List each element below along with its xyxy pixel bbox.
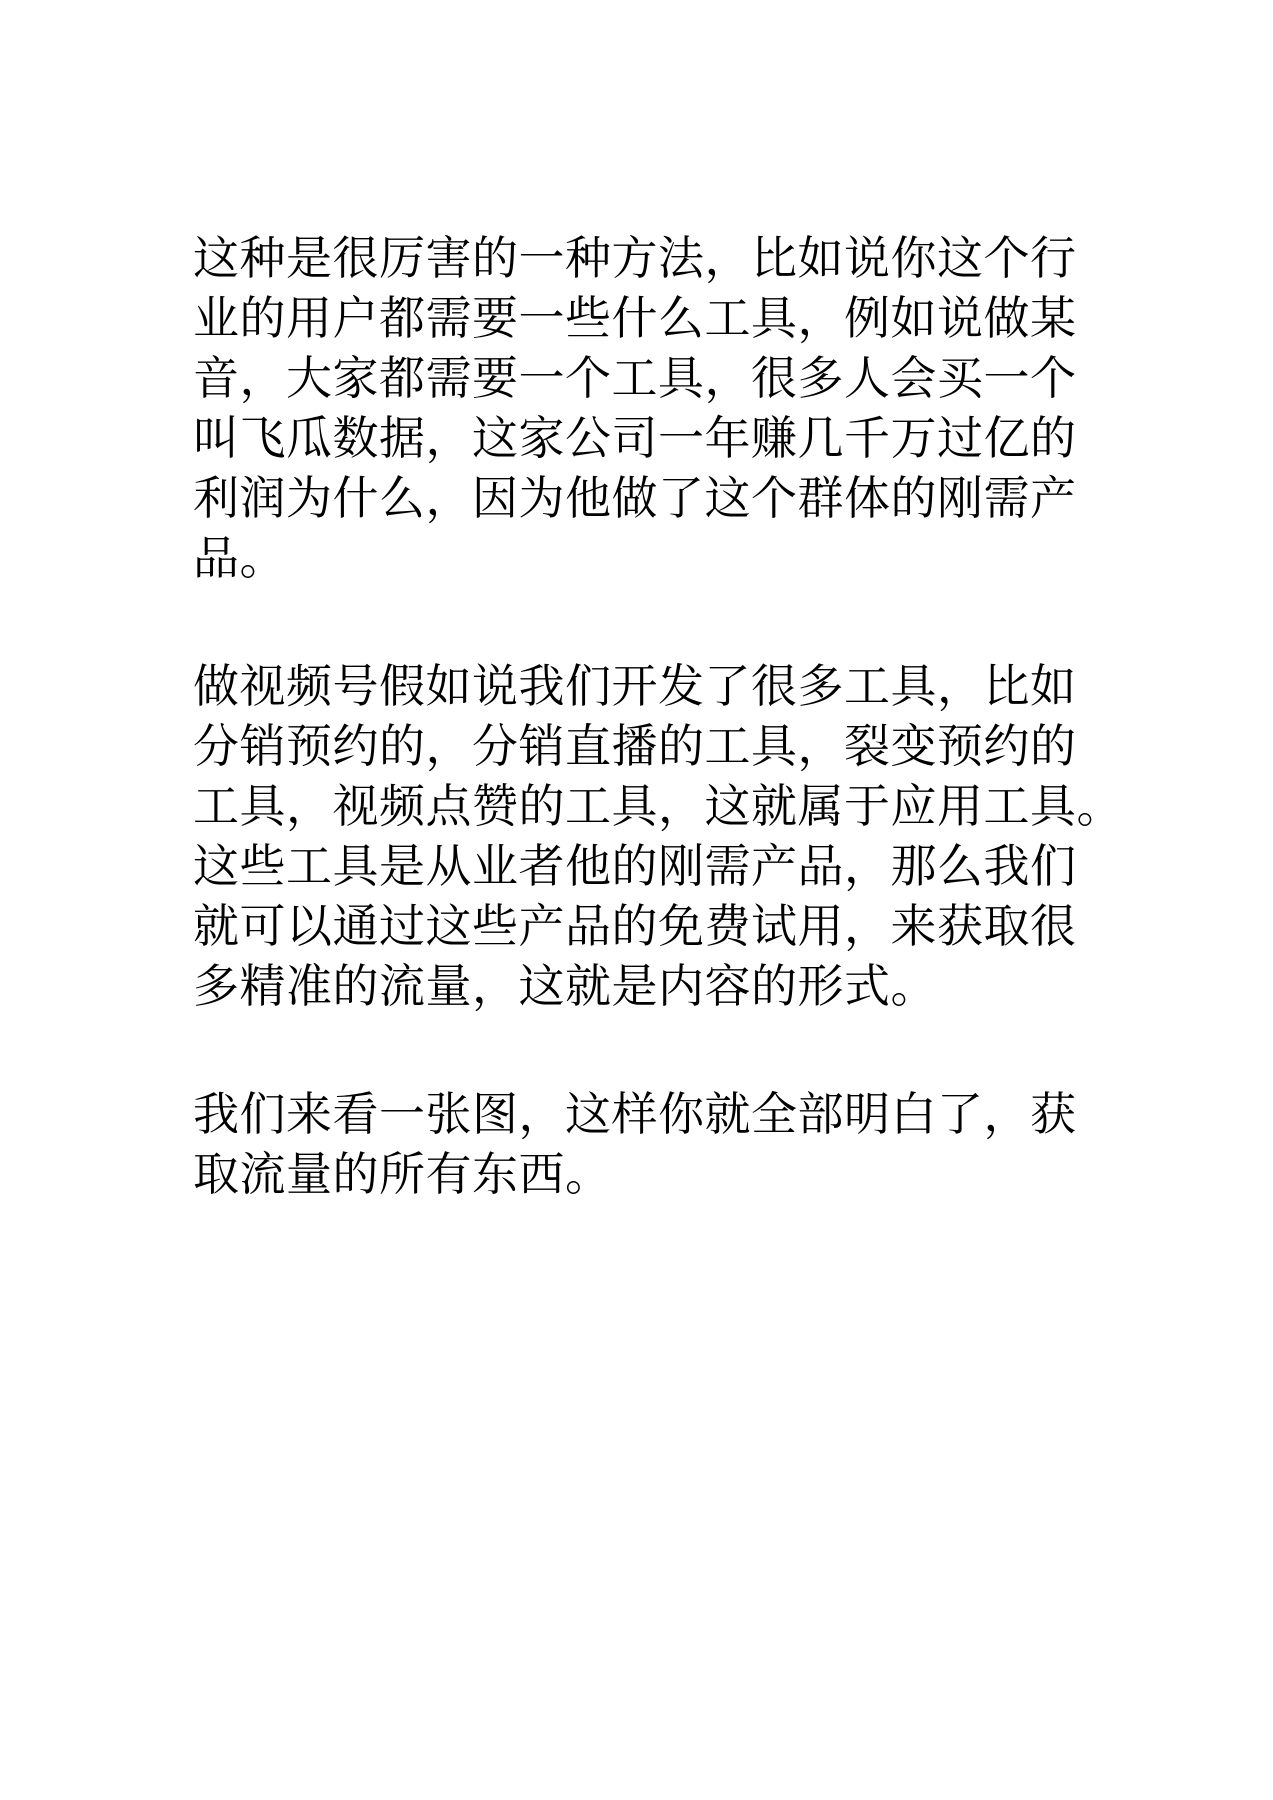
paragraph-line: 做视频号假如说我们开发了很多工具，比如 xyxy=(193,659,1077,713)
paragraph-line: 品。 xyxy=(193,531,286,585)
paragraph-line: 取流量的所有东西。 xyxy=(193,1147,612,1201)
paragraph-line: 就可以通过这些产品的免费试用，来获取很 xyxy=(193,899,1077,953)
paragraph-line: 利润为什么，因为他做了这个群体的刚需产 xyxy=(193,471,1077,525)
paragraph-1 xyxy=(193,228,1093,588)
paragraph-line: 分销预约的，分销直播的工具，裂变预约的 xyxy=(193,719,1077,773)
paragraph-2 xyxy=(193,656,1123,1016)
paragraph-3 xyxy=(193,1084,1093,1204)
paragraph-line: 我们来看一张图，这样你就全部明白了，获 xyxy=(193,1087,1077,1141)
paragraph-line: 这种是很厉害的一种方法，比如说你这个行 xyxy=(193,231,1077,285)
document-body xyxy=(193,228,1123,1272)
paragraph-line: 叫飞瓜数据，这家公司一年赚几千万过亿的 xyxy=(193,411,1077,465)
paragraph-line: 业的用户都需要一些什么工具，例如说做某 xyxy=(193,291,1077,345)
paragraph-line: 这些工具是从业者他的刚需产品，那么我们 xyxy=(193,839,1077,893)
paragraph-line: 多精准的流量，这就是内容的形式。 xyxy=(193,959,937,1013)
paragraph-line: 音，大家都需要一个工具，很多人会买一个 xyxy=(193,351,1077,405)
paragraph-line: 工具，视频点赞的工具，这就属于应用工具。 xyxy=(193,779,1123,833)
